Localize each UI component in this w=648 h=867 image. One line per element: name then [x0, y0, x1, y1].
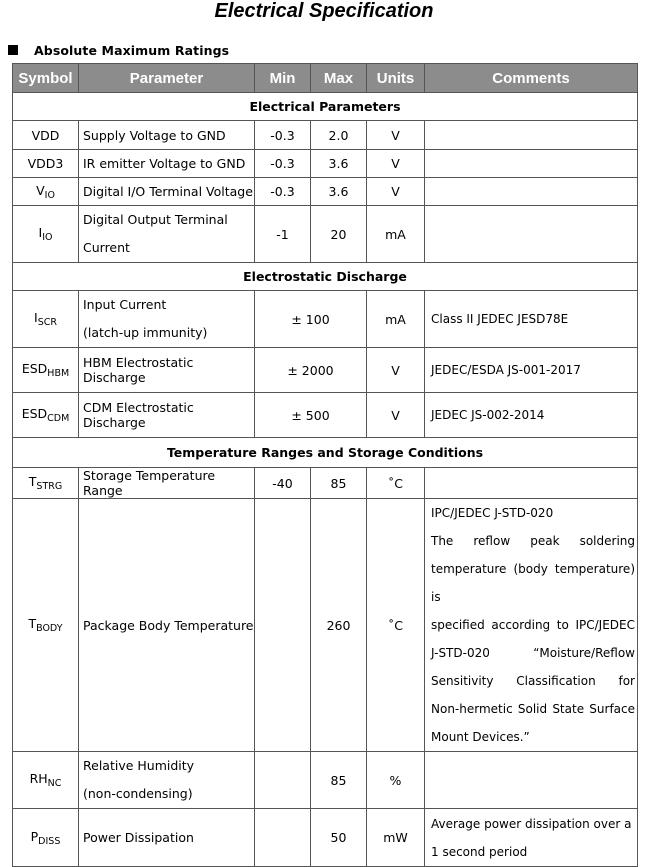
comment-cell: [425, 178, 638, 206]
header-symbol: Symbol: [13, 64, 79, 93]
symbol-subscript: HBM: [47, 368, 70, 379]
header-max: Max: [311, 64, 367, 93]
comment-line: The reflow peak soldering: [431, 534, 635, 548]
parameter-line: Current: [83, 240, 130, 255]
comment-line: IPC/JEDEC J-STD-020: [431, 506, 554, 520]
symbol-cell: [13, 752, 79, 809]
max-cell: 20: [311, 206, 367, 263]
comment-cell: [425, 206, 638, 263]
symbol-main: RH: [29, 771, 48, 786]
min-cell: -0.3: [255, 121, 311, 150]
comment-line: 1 second period: [431, 844, 528, 859]
section-heading: [8, 40, 229, 60]
parameter-cell: Supply Voltage to GND: [79, 121, 255, 150]
table-header-row: [13, 64, 638, 93]
max-cell: 260: [311, 499, 367, 752]
value-cell: ± 500: [255, 393, 367, 438]
units-cell: V: [367, 121, 425, 150]
units-cell: mW: [367, 809, 425, 867]
min-cell: -40: [255, 468, 311, 499]
value-cell: ± 100: [255, 291, 367, 348]
group-row: [13, 263, 638, 291]
table-row: [13, 393, 638, 438]
comment-cell: [425, 150, 638, 178]
units-cell: %: [367, 752, 425, 809]
comment-line: temperature (body temperature) is: [431, 562, 635, 604]
table-row: [13, 178, 638, 206]
comment-cell: JEDEC JS-002-2014: [425, 393, 638, 438]
header-comments: Comments: [425, 64, 638, 93]
units-cell: mA: [367, 206, 425, 263]
header-units: Units: [367, 64, 425, 93]
symbol-main: ESD: [21, 361, 48, 376]
comment-cell: JEDEC/ESDA JS-001-2017: [425, 348, 638, 393]
comment-cell: [425, 752, 638, 809]
parameter-line: (latch-up immunity): [83, 325, 208, 340]
square-bullet-icon: [8, 45, 18, 55]
comment-line: Mount Devices.”: [431, 730, 530, 744]
parameter-line: Input Current: [83, 297, 167, 312]
parameter-cell: Power Dissipation: [79, 809, 255, 867]
units-cell: V: [367, 393, 425, 438]
absolute-maximum-ratings-table: [12, 63, 638, 867]
symbol-cell: [13, 348, 79, 393]
symbol-subscript: NC: [47, 778, 62, 789]
group-electrical-parameters: Electrical Parameters: [13, 93, 638, 121]
symbol-subscript: CDM: [47, 413, 70, 424]
symbol-subscript: BODY: [36, 623, 63, 634]
symbol-subscript: STRG: [36, 481, 63, 492]
comment-cell: [425, 121, 638, 150]
section-title: Absolute Maximum Ratings: [34, 42, 230, 58]
units-cell: ˚C: [367, 468, 425, 499]
units-cell: ˚C: [367, 499, 425, 752]
symbol-main: I: [38, 225, 43, 240]
symbol-cell: [13, 809, 79, 867]
parameter-line: (non-condensing): [83, 786, 193, 801]
symbol-main: ESD: [21, 406, 48, 421]
comment-line: specified according to IPC/JEDEC: [431, 618, 635, 632]
comment-cell: [425, 499, 638, 752]
comment-line: Average power dissipation over a: [431, 816, 632, 831]
min-cell: -1: [255, 206, 311, 263]
comment-cell: [425, 809, 638, 867]
page-title: Electrical Specification: [214, 0, 434, 22]
max-cell: 3.6: [311, 150, 367, 178]
max-cell: 85: [311, 468, 367, 499]
min-cell: -0.3: [255, 178, 311, 206]
symbol-main: P: [30, 828, 39, 844]
table-row: [13, 291, 638, 348]
symbol-main: T: [28, 616, 37, 631]
units-cell: V: [367, 150, 425, 178]
parameter-cell: Package Body Temperature: [79, 499, 255, 752]
symbol-subscript: IO: [44, 189, 55, 201]
comment-cell: Class II JEDEC JESD78E: [425, 291, 638, 348]
symbol-cell: [13, 393, 79, 438]
comment-line: Sensitivity Classification for: [431, 674, 635, 688]
parameter-cell: [79, 206, 255, 263]
table-row: [13, 499, 638, 752]
symbol-cell: VDD3: [13, 150, 79, 178]
symbol-main: I: [34, 310, 38, 325]
header-min: Min: [255, 64, 311, 93]
comment-line: Non-hermetic Solid State Surface: [431, 702, 635, 716]
units-cell: V: [367, 178, 425, 206]
min-cell: [255, 499, 311, 752]
symbol-cell: [13, 178, 79, 206]
max-cell: 2.0: [311, 121, 367, 150]
symbol-cell: [13, 291, 79, 348]
table-row: [13, 121, 638, 150]
table-row: [13, 206, 638, 263]
group-temperature-ranges: Temperature Ranges and Storage Conditions: [13, 438, 638, 468]
max-cell: 50: [311, 809, 367, 867]
symbol-main: V: [36, 182, 45, 198]
symbol-cell: VDD: [13, 121, 79, 150]
symbol-main: T: [28, 474, 37, 489]
header-parameter: Parameter: [79, 64, 255, 93]
table-row: [13, 348, 638, 393]
parameter-cell: Storage Temperature Range: [79, 468, 255, 499]
group-electrostatic-discharge: Electrostatic Discharge: [13, 263, 638, 291]
units-cell: V: [367, 348, 425, 393]
parameter-line: Relative Humidity: [83, 758, 195, 773]
symbol-cell: [13, 206, 79, 263]
symbol-cell: [13, 499, 79, 752]
parameter-cell: [79, 291, 255, 348]
table-row: [13, 150, 638, 178]
symbol-subscript: IO: [42, 232, 53, 243]
value-cell: ± 2000: [255, 348, 367, 393]
parameter-line: Digital Output Terminal: [83, 212, 228, 227]
parameter-cell: IR emitter Voltage to GND: [79, 150, 255, 178]
min-cell: -0.3: [255, 150, 311, 178]
symbol-cell: [13, 468, 79, 499]
comment-line: J-STD-020 “Moisture/Reflow: [431, 646, 635, 660]
max-cell: 3.6: [311, 178, 367, 206]
parameter-cell: [79, 752, 255, 809]
min-cell: [255, 752, 311, 809]
parameter-cell: HBM Electrostatic Discharge: [79, 348, 255, 393]
max-cell: 85: [311, 752, 367, 809]
group-row: [13, 93, 638, 121]
table-row: [13, 468, 638, 499]
units-cell: mA: [367, 291, 425, 348]
table-row: [13, 809, 638, 867]
min-cell: [255, 809, 311, 867]
group-row: [13, 438, 638, 468]
parameter-cell: Digital I/O Terminal Voltage: [79, 178, 255, 206]
symbol-subscript: SCR: [37, 317, 57, 328]
symbol-subscript: DISS: [38, 835, 61, 847]
comment-cell: [425, 468, 638, 499]
table-row: [13, 752, 638, 809]
parameter-cell: CDM Electrostatic Discharge: [79, 393, 255, 438]
